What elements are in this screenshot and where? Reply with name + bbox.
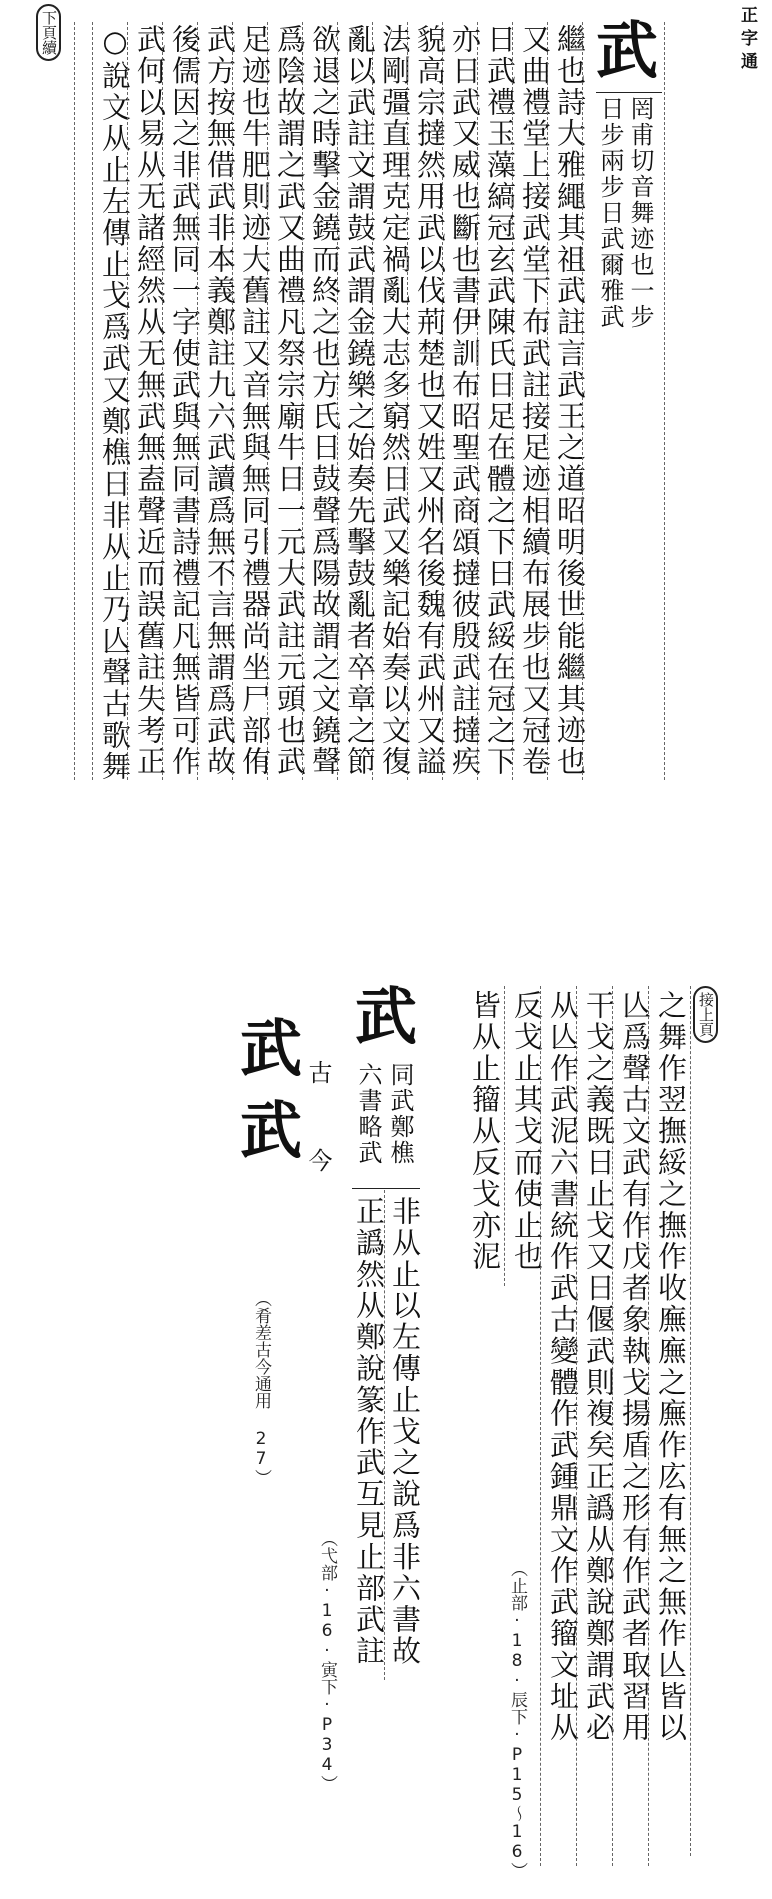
column-separator	[407, 22, 408, 780]
text-column: ○說文从止左傳止戈爲武又鄭樵日非从止乃亾聲古歌舞	[98, 24, 132, 783]
frame-line-right	[664, 22, 665, 780]
entry2-source-note: （弋部·16·寅下·P34）	[317, 1530, 337, 1792]
text-column: 法剛彊直理克定禍亂大志多窮然日武又樂記始奏以文復	[378, 24, 412, 778]
text-column: 後儒因之非武無同一字使武與無同書詩禮記凡無皆可作	[168, 24, 202, 778]
entry2-text-column: 非从止以左傳止戈之說爲非六書故	[388, 1196, 422, 1667]
text-column: 足迹也牛肥則迹大舊註又音無與無同引禮器尚坐尸部侑	[238, 24, 272, 778]
continuation-column: 干戈之義既日止戈又日偃武則複矣正譌从鄭說鄭謂武必	[582, 990, 616, 1744]
frame-line-left	[74, 22, 75, 780]
book-title-label: 正字通	[737, 6, 757, 75]
column-separator	[576, 986, 577, 1866]
entry3-modern-label: 今	[304, 1148, 332, 1174]
column-separator	[540, 986, 541, 1866]
text-column: 繼也詩大雅繩其祖武註言武王之道昭明後世能繼其迹也	[553, 24, 587, 778]
text-column: 貌高宗撻然用武以伐荊楚也又姓又州名後魏有武州又謚	[413, 24, 447, 778]
column-separator	[302, 22, 303, 780]
continued-from-previous-page-badge: 接上頁	[693, 986, 718, 1043]
entry2-text-column: 正譌然从鄭說篆作武互見止部武註	[352, 1196, 386, 1667]
text-column: 日武禮玉藻縞冠玄武陳氏日足在體之下日武綏在冠之下	[483, 24, 517, 778]
entry-head-character: 武	[596, 14, 659, 87]
column-separator	[197, 22, 198, 780]
continuation-column: 从亾作武泥六書統作武古變體作武鍾鼎文作武籀文址从	[546, 990, 580, 1744]
text-column: 又曲禮堂上接武堂下布武註接足迹相續布展步也又冠卷	[518, 24, 552, 778]
entry2-gloss-underline	[352, 1188, 420, 1189]
continuation-frame-right	[690, 986, 691, 1856]
continuation-column: 之舞作翌撫綏之撫作收廡廡之廡作庅有無之無作亾皆以	[654, 990, 688, 1744]
text-column: 武何以易从无諸經然从无無武無盍聲近而誤舊註失考正	[133, 24, 167, 778]
column-separator	[337, 22, 338, 780]
entry3-source-note: （肴差古今通用 27）	[251, 1290, 271, 1486]
column-separator	[92, 22, 93, 780]
entry3-modern-form-character: 武	[240, 1094, 303, 1167]
text-column: 亦日武又威也斷也書伊訓布昭聖武商頌撻彼殷武註撻疾	[448, 24, 482, 778]
continued-next-page-badge: 下頁續	[36, 4, 61, 61]
text-column: 亂以武註文謂鼓武謂金鐃樂之始奏先擊鼓亂者卒章之節	[343, 24, 377, 778]
column-separator	[512, 22, 513, 780]
column-separator	[582, 22, 583, 780]
head-underline	[596, 92, 662, 93]
text-column: 武方按無借武非本義鄭註九六武讀爲無不言無謂爲武故	[203, 24, 237, 778]
column-separator	[648, 986, 649, 1866]
column-separator	[612, 986, 613, 1866]
text-column: 欲退之時擊金鐃而終之也方氏日鼓聲爲陽故謂之文鐃聲	[308, 24, 342, 778]
continuation-column: 皆从止籀从反戈亦泥	[468, 990, 502, 1273]
entry3-ancient-form-character: 武	[240, 1012, 303, 1085]
column-separator	[372, 22, 373, 780]
column-separator	[547, 22, 548, 780]
continuation-source-note: （止部·18·辰下·P15～16）	[507, 1560, 527, 1879]
text-column: 爲陰故謂之武又曲禮凡祭宗廟牛日一元大武註元頭也武	[273, 24, 307, 778]
continuation-column: 亾爲聲古文武有作戊者象執戈揚盾之形有作武者取習用	[618, 990, 652, 1744]
column-separator	[504, 986, 505, 1286]
entry3-ancient-label: 古	[304, 1060, 332, 1086]
column-separator	[232, 22, 233, 780]
column-separator	[384, 1190, 385, 1680]
column-separator	[267, 22, 268, 780]
head-gloss-column-1: 罔甫切音舞迹也一步	[626, 96, 654, 330]
column-separator	[127, 22, 128, 780]
continuation-column: 反戈止其戈而使止也	[510, 990, 544, 1273]
column-separator	[442, 22, 443, 780]
head-gloss-column-2: 日步兩步日武爾雅武	[596, 96, 624, 330]
column-separator	[477, 22, 478, 780]
entry2-gloss-column-1: 同武鄭樵	[386, 1062, 414, 1166]
entry2-head-character: 武	[355, 980, 418, 1053]
entry2-gloss-column-2: 六書略武	[354, 1062, 382, 1166]
column-separator	[162, 22, 163, 780]
